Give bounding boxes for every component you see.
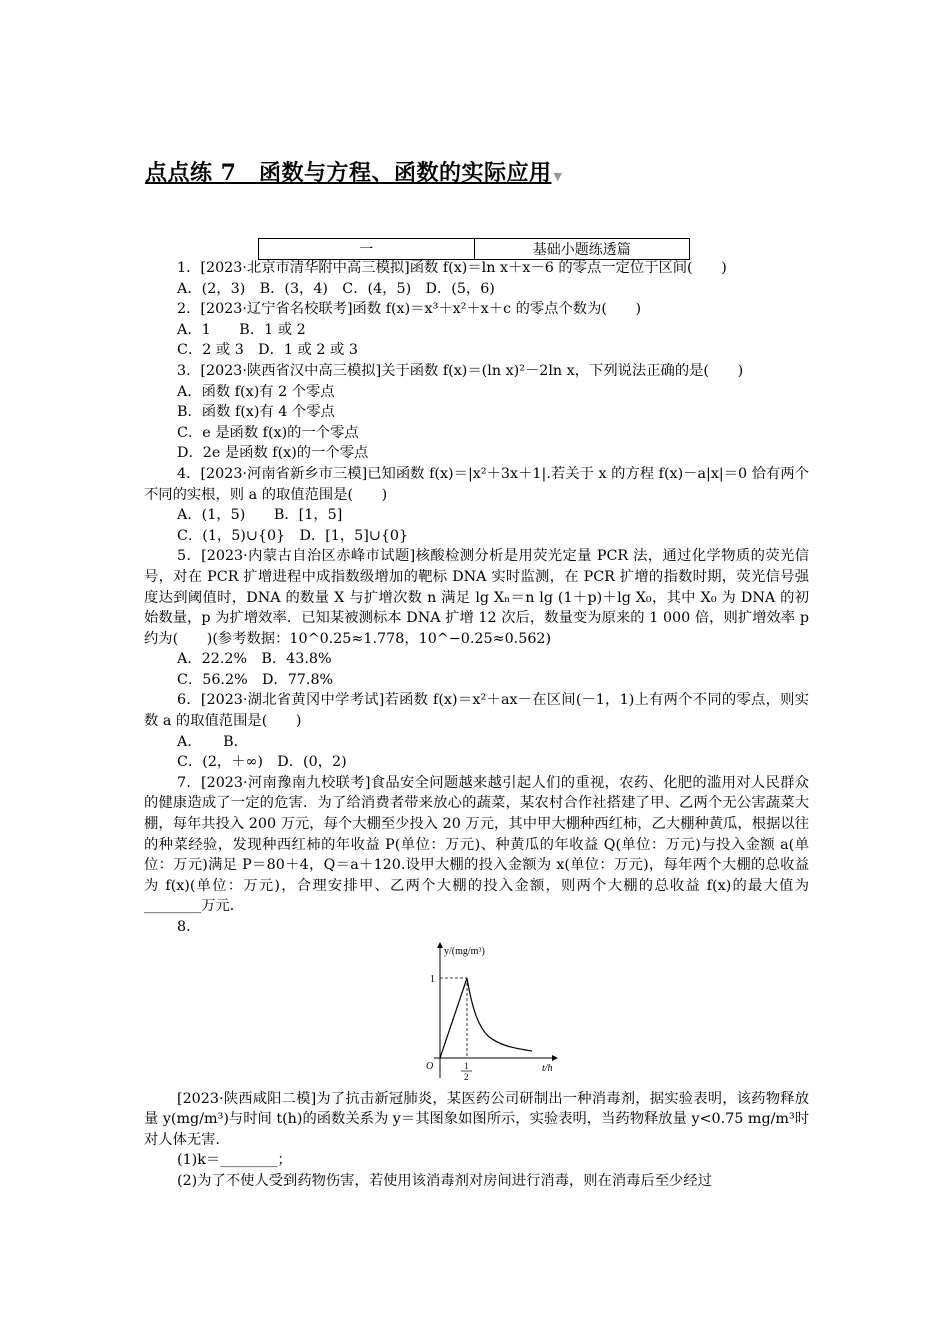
y-axis-arrow-icon	[437, 942, 443, 948]
q5-options-cd: C．56.2% D．77.8%	[177, 671, 334, 688]
x-tick-denominator: 2	[464, 1071, 469, 1082]
q5-stem: 5．[2023·内蒙古自治区赤峰市试题]核酸检测分析是用荧光定量 PCR 法，通过化学物质的荧光信号，对在 PCR 扩增进程中成指数级增加的靶标 DNA 实时监测，在 PCR 扩增的指数时期，荧光信号强度达到阈值时，DNA 的数量 X 与扩增次数 n 满足 lg Xₙ＝n lg (1＋p)＋lg X₀，其中 X₀ 为 DNA 的初始数量，p 为扩增效率．已知某被测标本 DNA 扩增 12 次后，数量变为原来的 1 000 倍，则扩增效率 p 约为( )(参考数据：10^0.25≈1.778，10^−0.25≈0.562)	[144, 548, 809, 647]
section-number: 一	[259, 239, 475, 260]
q6-options-ab: A． B．	[177, 733, 248, 750]
q4-options-ab: A．(1，5) B．[1，5]	[177, 507, 343, 524]
q1-options: A．(2，3) B．(3，4) C．(4，5) D．(5，6)	[177, 280, 495, 297]
title-text: 点点练 7 函数与方程、函数的实际应用	[145, 160, 552, 186]
y-axis-label: y/(mg/m³)	[444, 945, 485, 957]
q5-options-ab: A．22.2% B．43.8%	[177, 651, 332, 668]
q8-graph	[144, 940, 809, 1085]
q2-options-cd: C．2 或 3 D．1 或 2 或 3	[177, 342, 358, 359]
q4-stem: 4．[2023·河南省新乡市三模]已知函数 f(x)＝|x²＋3x＋1|.若关于 x 的方程 f(x)－a|x|＝0 恰有两个不同的实根，则 a 的取值范围是( )	[144, 465, 809, 503]
q1-stem: 1．[2023·北京市清华附中高三模拟]函数 f(x)＝ln x＋x－6 的零点一定位于区间( )	[177, 260, 727, 276]
q8-stem: [2023·陕西咸阳二模]为了抗击新冠肺炎，某医药公司研制出一种消毒剂，据实验表明，该药物释放量 y(mg/m³)与时间 t(h)的函数关系为 y＝其图象如图所示，实验表明，当药物释放量 y<0.75 mg/m³时对人体无害．	[144, 1090, 809, 1148]
decay-curve	[467, 978, 532, 1051]
y-tick-label: 1	[430, 973, 435, 985]
x-axis-label: t/h	[542, 1062, 553, 1074]
question-list	[144, 258, 809, 1192]
q3-stem: 3．[2023·陕西省汉中高三模拟]关于函数 f(x)＝(ln x)²－2ln x，下列说法正确的是( )	[177, 362, 744, 379]
q2-options-ab: A．1 B．1 或 2	[177, 321, 306, 338]
q8-part2: (2)为了不使人受到药物伤害，若使用该消毒剂对房间进行消毒，则在消毒后至少经过	[177, 1172, 712, 1189]
page-title	[145, 156, 562, 187]
section-name: 基础小题练透篇	[474, 239, 690, 260]
x-tick-numerator: 1	[464, 1060, 469, 1071]
q3-option-b: B．函数 f(x)有 4 个零点	[177, 404, 335, 421]
rising-line-segment	[440, 978, 467, 1058]
q8-part1: (1)k＝________；	[177, 1152, 292, 1169]
q3-option-a: A．函数 f(x)有 2 个零点	[177, 383, 335, 400]
q2-stem: 2．[2023·辽宁省名校联考]函数 f(x)＝x³＋x²＋x＋c 的零点个数为( )	[177, 301, 642, 318]
q3-option-c: C．e 是函数 f(x)的一个零点	[177, 424, 359, 441]
q4-options-cd: C．(1，5)∪{0} D．[1，5]∪{0}	[177, 527, 409, 544]
x-axis-arrow-icon	[552, 1055, 558, 1061]
q7-stem: 7．[2023·河南豫南九校联考]食品安全问题越来越引起人们的重视，农药、化肥的滥用对人民群众的健康造成了一定的危害．为了给消费者带来放心的蔬菜，某农村合作社搭建了甲、乙两个无公害蔬菜大棚，每年共投入 200 万元，每个大棚至少投入 20 万元，其中甲大棚种西红柿，乙大棚种黄瓜，根据以往的种菜经验，发现种西红柿的年收益 P(单位：万元)、种黄瓜的年收益 Q(单位：万元)与投入金额 a(单位：万元)满足 P＝80＋4，Q＝a＋120.设甲大棚的投入金额为 x(单位：万元)，每年两个大棚的总收益为 f(x)(单位：万元)，合理安排甲、乙两个大棚的投入金额，则两个大棚的总收益 f(x)的最大值为________万元．	[144, 774, 809, 915]
q8-number: 8.	[177, 919, 191, 935]
q6-options-cd: C．(2，＋∞) D．(0，2)	[177, 754, 347, 771]
origin-label: O	[426, 1060, 434, 1072]
triangle-marker-icon: ▼	[553, 170, 563, 183]
concentration-time-graph	[414, 940, 564, 1085]
section-header-table	[258, 238, 690, 260]
q3-option-d: D．2e 是函数 f(x)的一个零点	[177, 445, 369, 462]
q6-stem: 6．[2023·湖北省黄冈中学考试]若函数 f(x)＝x²＋ax－在区间(－1，1)上有两个不同的零点，则实数 a 的取值范围是( )	[144, 692, 809, 730]
